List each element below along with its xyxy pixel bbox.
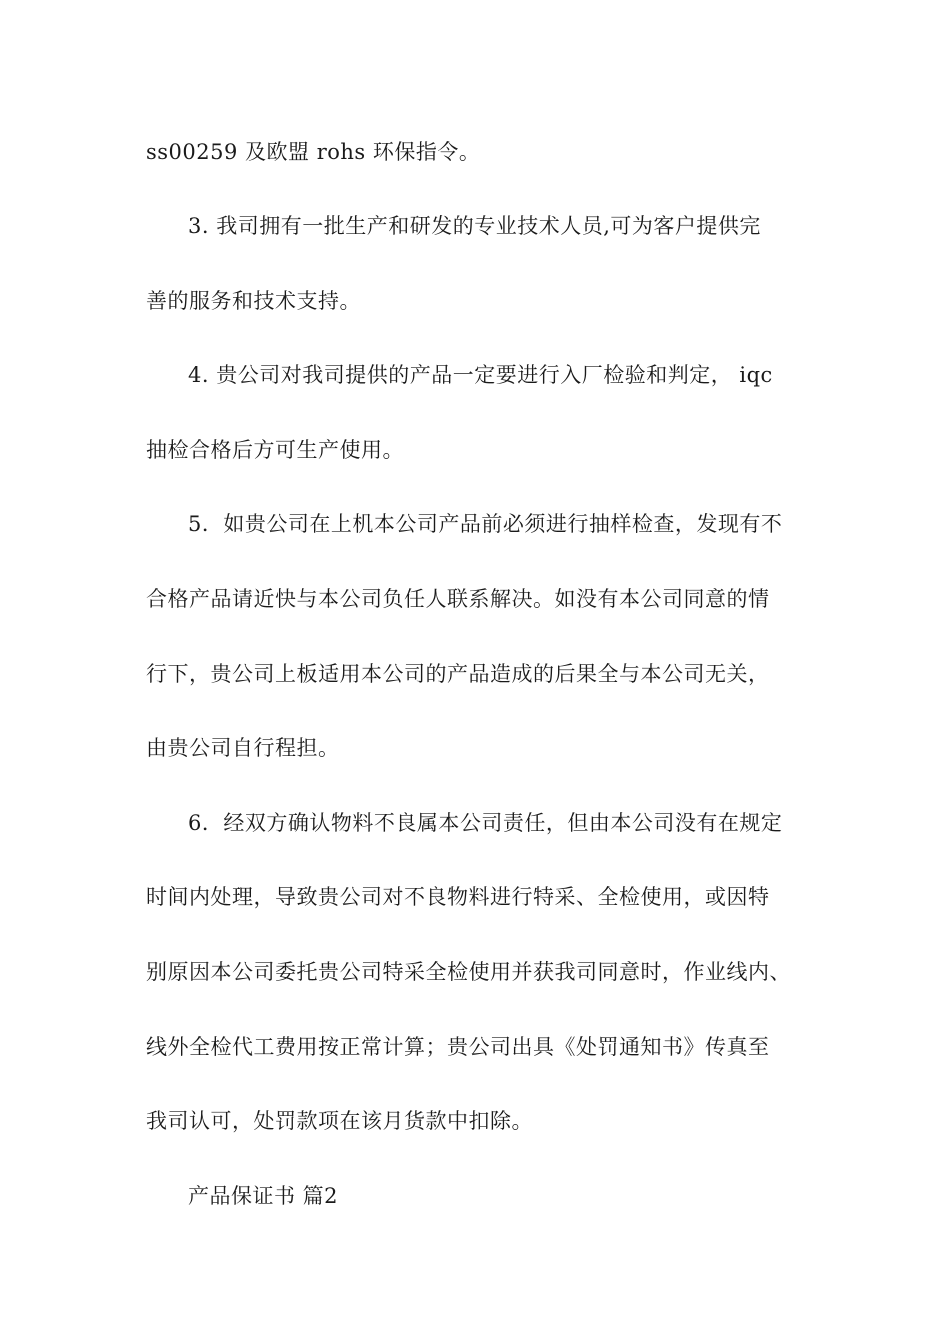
text-line: 抽检合格后方可生产使用。 bbox=[146, 438, 404, 462]
text-line: 善的服务和技术支持。 bbox=[146, 289, 361, 313]
text-line: 合格产品请近快与本公司负任人联系解决。如没有本公司同意的情 bbox=[146, 587, 770, 611]
paragraph-5-line: 5．如贵公司在上机本公司产品前必须进行抽样检查，发现有不 bbox=[188, 512, 783, 536]
paragraph-3-line: 3. 我司拥有一批生产和研发的专业技术人员,可为客户提供完 bbox=[188, 214, 761, 238]
section-heading: 产品保证书 篇2 bbox=[188, 1184, 339, 1208]
text-line: 时间内处理，导致贵公司对不良物料进行特采、全检使用，或因特 bbox=[146, 885, 770, 909]
text-line: 由贵公司自行程担。 bbox=[146, 736, 340, 760]
text-line: ss00259 及欧盟 rohs 环保指令。 bbox=[146, 140, 481, 164]
text-line: 别原因本公司委托贵公司特采全检使用并获我司同意时，作业线内、 bbox=[146, 960, 791, 984]
text-line: 线外全检代工费用按正常计算；贵公司出具《处罚通知书》传真至 bbox=[146, 1035, 770, 1059]
text-line: 我司认可，处罚款项在该月货款中扣除。 bbox=[146, 1109, 533, 1133]
paragraph-6-line: 6．经双方确认物料不良属本公司责任，但由本公司没有在规定 bbox=[188, 811, 783, 835]
text-line: 行下，贵公司上板适用本公司的产品造成的后果全与本公司无关， bbox=[146, 662, 770, 686]
paragraph-4-line: 4. 贵公司对我司提供的产品一定要进行入厂检验和判定， iqc bbox=[188, 363, 773, 387]
